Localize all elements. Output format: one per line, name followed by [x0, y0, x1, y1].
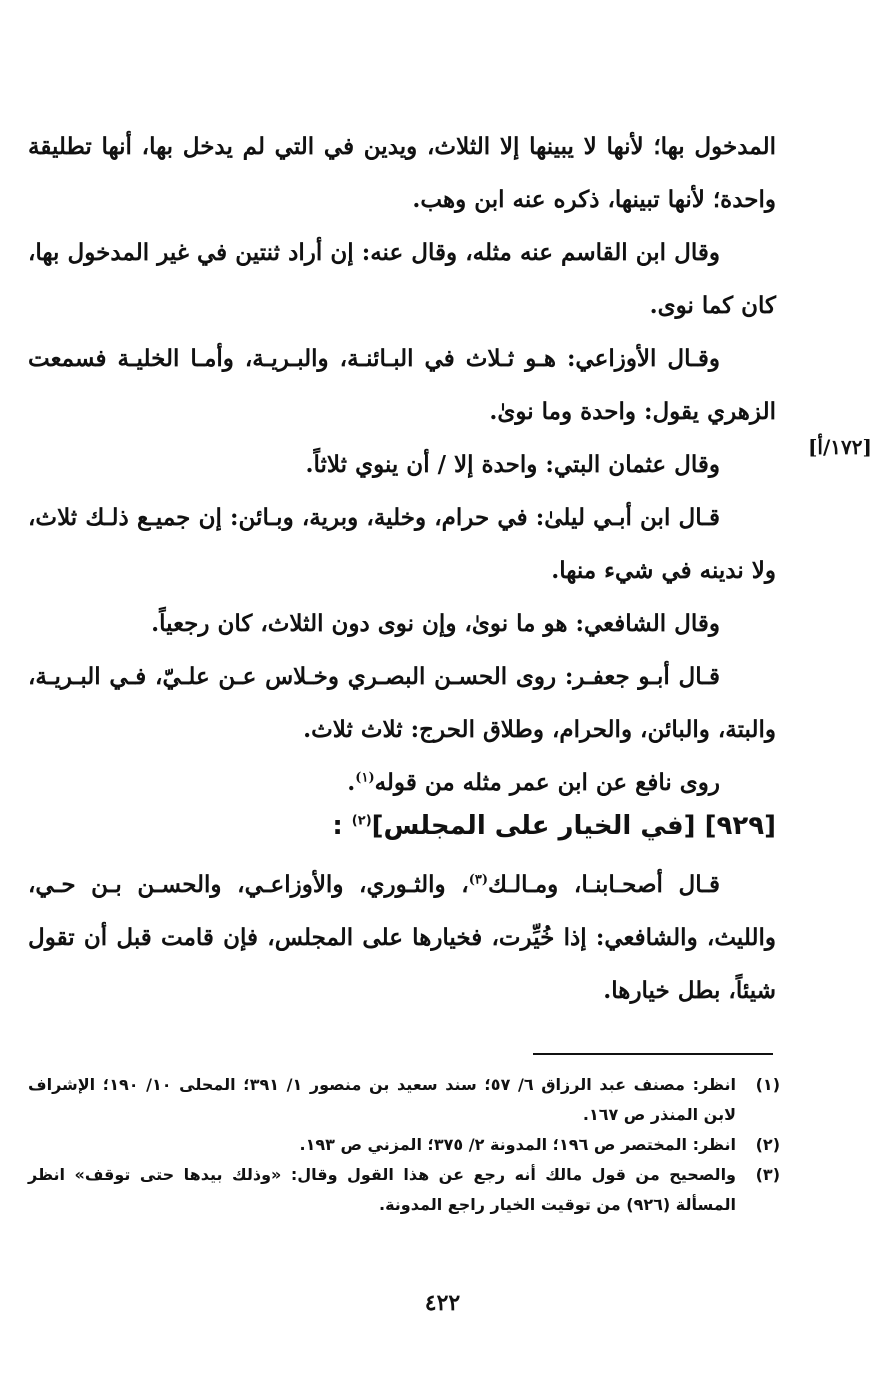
footnote-text: انظر: المختصر ص ١٩٦؛ المدونة ٢/ ٣٧٥؛ المزني ص ١٩٣.: [299, 1135, 736, 1154]
paragraph-9: [28, 858, 776, 1017]
paragraph-4: وقال عثمان البتي: واحدة إلا / أن ينوي ثلاثاً.: [305, 451, 720, 478]
footnote-text: انظر: مصنف عبد الرزاق ٦/ ٥٧؛ سند سعيد بن منصور ١/ ٣٩١؛ المحلى ١٠/ ١٩٠؛ الإشراف لابن المنذر ص ١٦٧.: [28, 1075, 737, 1124]
paragraph-7: قـال أبـو جعفـر: روى الحسـن البصـري وخـلاس عـن علـيّ، فـي البـريـة، والبتة، والبائن، والحرام، وطلاق الحرج: ثلاث ثلاث.: [28, 663, 776, 743]
footnote-mark-1: (١): [355, 770, 375, 786]
footnote-separator: [533, 1053, 773, 1055]
footnote-3: [28, 1160, 780, 1220]
paragraph-8: [28, 756, 776, 809]
footnote-number: (١): [755, 1075, 780, 1094]
paragraph-9-start: قـال أصحـابنـا، ومـالـك: [487, 871, 720, 898]
main-text-lower: [28, 858, 776, 1017]
footnote-number: (٢): [755, 1135, 780, 1154]
footnote-number: (٣): [755, 1165, 780, 1184]
footnote-1: [28, 1070, 780, 1130]
footnote-2: [28, 1130, 780, 1160]
paragraph-2: وقال ابن القاسم عنه مثله، وقال عنه: إن أراد ثنتين في غير المدخول بها، كان كما نوى.: [28, 239, 776, 319]
footnote-text: والصحيح من قول مالك أنه رجع عن هذا القول وقال: «وذلك بيدها حتى توقف» انظر المسألة (٩٢٦) من توقيت الخيار راجع المدونة.: [28, 1165, 736, 1214]
section-number: [٩٢٩]: [704, 811, 776, 841]
footnote-mark-3: (٣): [468, 872, 488, 888]
paragraph-3: وقـال الأوزاعي: هـو ثـلاث في البـائنـة، والبـريـة، وأمـا الخليـة فسمعت الزهري يقول: واحدة وما نوىٰ.: [28, 345, 776, 425]
paragraph-1: المدخول بها؛ لأنها لا يبينها إلا الثلاث، ويدين في التي لم يدخل بها، أنها تطليقة واحدة؛ لأنها تبينها، ذكره عنه ابن وهب.: [28, 133, 776, 213]
section-colon: :: [332, 811, 343, 841]
page-number: ٤٢٢: [424, 1290, 461, 1316]
paragraph-9-rest: ، والثـوري، والأوزاعـي، والحسـن بـن حـي، والليث، والشافعي: إذا خُيِّرت، فخيارها على المجلس، فإن قامت قبل أن تقول شيئاً، بطل خيارها.: [28, 871, 776, 1004]
footnote-mark-2: (٢): [351, 813, 372, 829]
manuscript-folio-reference: [١٧٢/أ]: [807, 435, 872, 459]
paragraph-8-end: .: [347, 769, 356, 796]
main-text-upper: [28, 120, 776, 809]
section-title: [في الخيار على المجلس]: [371, 811, 696, 841]
paragraph-5: قـال ابن أبـي ليلىٰ: في حرام، وخلية، وبرية، وبـائن: إن جميـع ذلـك ثلاث، ولا ندينه في شيء منها.: [28, 504, 776, 584]
paragraph-8-text: روى نافع عن ابن عمر مثله من قوله: [374, 769, 720, 796]
section-heading: [28, 804, 776, 848]
paragraph-6: وقال الشافعي: هو ما نوىٰ، وإن نوى دون الثلاث، كان رجعياً.: [151, 610, 720, 637]
footnotes: [28, 1070, 780, 1220]
